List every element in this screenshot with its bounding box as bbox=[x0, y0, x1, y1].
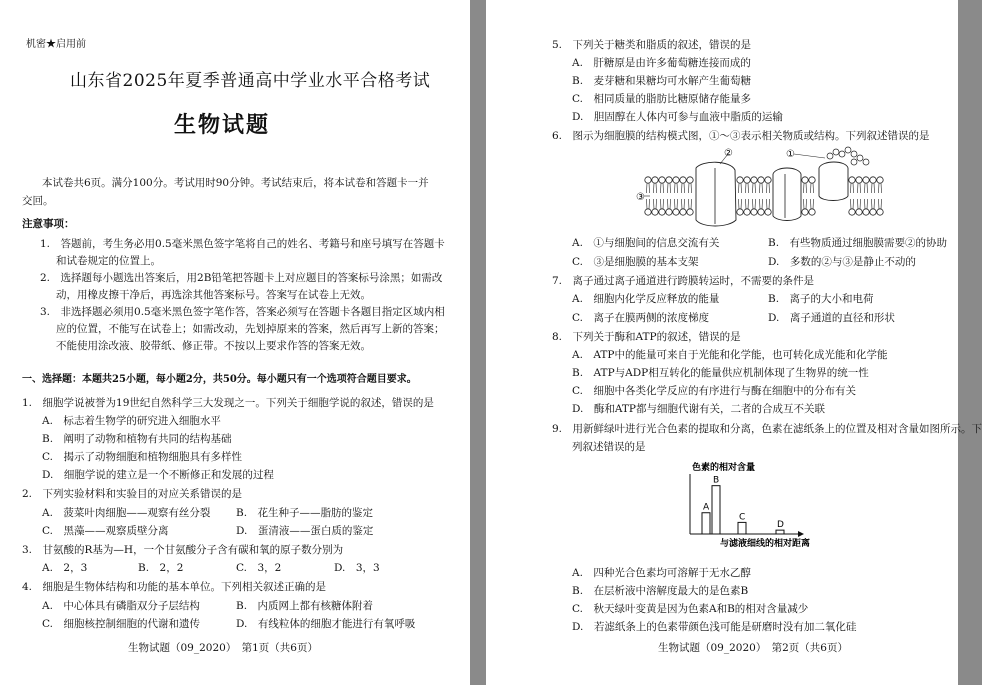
question-2-option-a: A. 菠菜叶肉细胞——观察有丝分裂 bbox=[42, 507, 211, 519]
question-7-option-c: C. 离子在膜两侧的浓度梯度 bbox=[572, 312, 709, 324]
chart-bar-b bbox=[712, 486, 720, 534]
notice-line: 3. 非选择题必须用0.5毫米黑色签字笔作答，答案必须写在答题卡各题目指定区域内相 bbox=[40, 306, 445, 318]
label-2: ② bbox=[724, 148, 733, 159]
question-4-option-c: C. 细胞核控制细胞的代谢和遗传 bbox=[42, 618, 200, 630]
question-3-stem: 3. 甘氨酸的R基为—H，一个甘氨酸分子含有碳和氧的原子数分别为 bbox=[22, 544, 344, 556]
question-8-option-d: D. 酶和ATP都与细胞代谢有关，二者的合成互不关联 bbox=[572, 403, 825, 415]
question-5-option-a: A. 肝糖原是由许多葡萄糖连接而成的 bbox=[572, 57, 751, 69]
question-7-stem: 7. 离子通过离子通道进行跨膜转运时，不需要的条件是 bbox=[552, 275, 815, 287]
question-8-option-c: C. 细胞中各类化学反应的有序进行与酶在细胞中的分布有关 bbox=[572, 385, 856, 397]
question-9-stem: 9. 用新鲜绿叶进行光合色素的提取和分离，色素在滤纸条上的位置及相对含量如图所示。下 bbox=[552, 423, 982, 435]
question-6-stem: 6. 图示为细胞膜的结构模式图，①～③表示相关物质或结构。下列叙述错误的是 bbox=[552, 130, 930, 142]
question-1-stem: 1. 细胞学说被誉为19世纪自然科学三大发现之一。下列关于细胞学说的叙述，错误的是 bbox=[22, 397, 434, 409]
glycoprotein bbox=[819, 162, 848, 201]
exam-page-2 bbox=[486, 0, 982, 685]
question-3-option-d: D. 3，3 bbox=[334, 562, 380, 574]
question-7-option-d: D. 离子通道的直径和形状 bbox=[768, 312, 895, 324]
chart-bar-c bbox=[738, 522, 746, 534]
chart-bar-label-d: D bbox=[777, 520, 784, 531]
question-4-option-a: A. 中心体具有磷脂双分子层结构 bbox=[42, 600, 200, 612]
notice-line: 2. 选择题每小题选出答案后，用2B铅笔把答题卡上对应题目的答案标号涂黑；如需改 bbox=[40, 272, 443, 284]
question-9-stem-line-2: 列叙述错误的是 bbox=[572, 441, 646, 453]
notice-line: 不能使用涂改液、胶带纸、修正带。不按以上要求作答的答案无效。 bbox=[56, 340, 371, 352]
question-9-option-c: C. 秋天绿叶变黄是因为色素A和B的相对含量减少 bbox=[572, 603, 809, 615]
question-8-option-b: B. ATP与ADP相互转化的能量供应机制体现了生物界的统一性 bbox=[572, 367, 869, 379]
notice-line: 1. 答题前，考生务必用0.5毫米黑色签字笔将自己的姓名、考籍号和座号填写在答题卡 bbox=[40, 238, 445, 250]
question-5-option-b: B. 麦芽糖和果糖均可水解产生葡萄糖 bbox=[572, 75, 752, 87]
intro-line-1: 本试卷共6页。满分100分。考试用时90分钟。考试结束后，将本试卷和答题卡一并 bbox=[42, 177, 429, 189]
question-3-option-b: B. 2，2 bbox=[138, 562, 184, 574]
question-4-stem: 4. 细胞是生物体结构和功能的基本单位。下列相关叙述正确的是 bbox=[22, 581, 327, 593]
question-3-option-a: A. 2，3 bbox=[42, 562, 88, 574]
question-6-option-a: A. ①与细胞间的信息交流有关 bbox=[572, 237, 720, 249]
page-1-footer: 生物试题（09_2020） 第1页（共6页） bbox=[128, 642, 318, 654]
question-1-option-a: A. 标志着生物学的研究进入细胞水平 bbox=[42, 415, 221, 427]
question-5-option-c: C. 相同质量的脂肪比糖原储存能量多 bbox=[572, 93, 751, 105]
chart-y-axis-label: 色素的相对含量 bbox=[692, 463, 756, 473]
pigment-bar-chart bbox=[682, 458, 852, 550]
exam-title: 山东省2025年夏季普通高中学业水平合格考试 bbox=[70, 71, 431, 91]
chart-bar-label-a: A bbox=[703, 502, 710, 513]
chart-bar-label-c: C bbox=[739, 512, 746, 523]
question-4-option-d: D. 有线粒体的细胞才能进行有氧呼吸 bbox=[236, 618, 416, 630]
question-3-option-c: C. 3，2 bbox=[236, 562, 282, 574]
question-6-option-b: B. 有些物质通过细胞膜需要②的协助 bbox=[768, 237, 948, 249]
label-1: ① bbox=[786, 149, 795, 160]
question-8-option-a: A. ATP中的能量可来自于光能和化学能，也可转化成光能和化学能 bbox=[572, 349, 888, 361]
exam-page-1 bbox=[0, 0, 470, 685]
protein-channel-left bbox=[696, 162, 736, 226]
notice-line: 应的位置，不能写在试卷上；如需改动，先划掉原来的答案，然后再写上新的答案； bbox=[56, 323, 445, 335]
chart-bar-label-b: B bbox=[713, 475, 720, 486]
chart-x-arrow bbox=[798, 531, 804, 537]
confidential-label: 机密★启用前 bbox=[26, 39, 86, 50]
question-2-stem: 2. 下列实验材料和实验目的对应关系错误的是 bbox=[22, 488, 243, 500]
question-6-option-c: C. ③是细胞膜的基本支架 bbox=[572, 256, 699, 268]
question-4-option-b: B. 内质网上都有核糖体附着 bbox=[236, 600, 374, 612]
question-2-option-b: B. 花生种子——脂肪的鉴定 bbox=[236, 507, 374, 519]
question-9-option-b: B. 在层析液中溶解度最大的是色素B bbox=[572, 585, 749, 597]
question-6-option-d: D. 多数的②与③是静止不动的 bbox=[768, 256, 916, 268]
question-8-stem: 8. 下列关于酶和ATP的叙述，错误的是 bbox=[552, 331, 741, 343]
notice-heading: 注意事项： bbox=[22, 218, 75, 230]
question-2-option-c: C. 黑藻——观察质壁分离 bbox=[42, 525, 169, 537]
protein-transmembrane bbox=[773, 168, 801, 221]
question-5-stem: 5. 下列关于糖类和脂质的叙述，错误的是 bbox=[552, 39, 752, 51]
section-heading: 一、选择题：本题共25小题，每小题2分，共50分。每小题只有一个选项符合题目要求。 bbox=[22, 374, 417, 385]
cell-membrane-diagram bbox=[636, 146, 890, 230]
page-2-footer: 生物试题（09_2020） 第2页（共6页） bbox=[658, 642, 848, 654]
notice-line: 动，用橡皮擦干净后，再选涂其他答案标号。答案写在试卷上无效。 bbox=[56, 289, 371, 301]
label-3: ③ bbox=[636, 192, 645, 203]
question-1-option-b: B. 阐明了动物和植物有共同的结构基础 bbox=[42, 433, 232, 445]
intro-line-2: 交回。 bbox=[22, 195, 54, 207]
notice-line: 和试卷规定的位置上。 bbox=[56, 255, 161, 267]
question-1-option-d: D. 细胞学说的建立是一个不断修正和发展的过程 bbox=[42, 469, 274, 481]
question-9-option-d: D. 若滤纸条上的色素带颜色浅可能是研磨时没有加二氧化硅 bbox=[572, 621, 857, 633]
question-1-option-c: C. 揭示了动物细胞和植物细胞具有多样性 bbox=[42, 451, 242, 463]
question-7-option-b: B. 离子的大小和电荷 bbox=[768, 293, 874, 305]
subject-title: 生物试题 bbox=[174, 112, 271, 138]
question-7-option-a: A. 细胞内化学反应释放的能量 bbox=[572, 293, 720, 305]
question-2-option-d: D. 蛋清液——蛋白质的鉴定 bbox=[236, 525, 374, 537]
question-5-option-d: D. 胆固醇在人体内可参与血液中脂质的运输 bbox=[572, 111, 783, 123]
question-9-option-a: A. 四种光合色素均可溶解于无水乙醇 bbox=[572, 567, 751, 579]
chart-bar-a bbox=[702, 513, 710, 534]
chart-x-axis-label: 与滤液细线的相对距离 bbox=[720, 539, 811, 549]
phospholipid-bottom-layer bbox=[645, 199, 883, 215]
chart-bar-d bbox=[776, 530, 784, 534]
